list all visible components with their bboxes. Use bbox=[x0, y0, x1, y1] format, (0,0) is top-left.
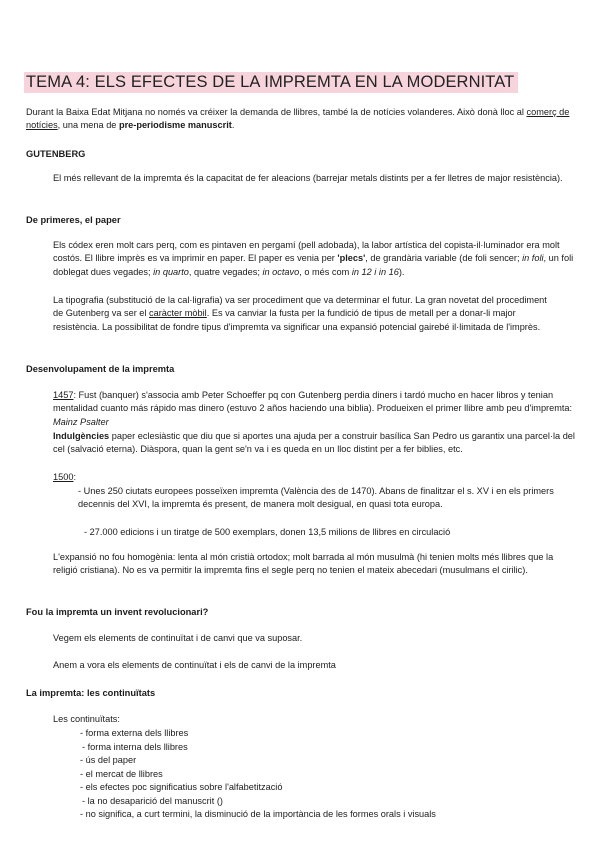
comerc-noticies-link[interactable]: comerç de notícies bbox=[26, 107, 570, 131]
plecs-term: 'plecs' bbox=[337, 253, 366, 264]
expansion-paragraph: L'expansió no fou homogènia: lenta al món cristià ortodox; molt barrada al món musulmà (hi tenien molts més llibres que la religió cristiana). No es va permitir la impremta fins el segle perq no tenien el mateix abecedari (musulmans el cirilic). bbox=[53, 552, 554, 576]
intro-text-3: . bbox=[231, 120, 235, 131]
revolution-heading: Fou la impremta un invent revolucionari? bbox=[26, 607, 209, 617]
paper-heading: De primeres, el paper bbox=[26, 215, 121, 225]
continuities-label: Les continuïtats: bbox=[53, 714, 120, 724]
gutenberg-heading: GUTENBERG bbox=[26, 149, 86, 159]
intro-paragraph bbox=[26, 106, 574, 133]
intro-bold: pre-periodisme manuscrit bbox=[118, 120, 232, 131]
list-item: - forma externa dels llibres bbox=[80, 728, 189, 738]
intro-text: Durant la Baixa Edat Mitjana no només va créixer la demanda de llibres, també la de notícies volanderes. Això donà lloc al bbox=[26, 107, 527, 117]
list-item: - ús del paper bbox=[80, 755, 137, 765]
gutenberg-paragraph: El més rellevant de la impremta és la capacitat de fer aleacions (barrejar metals distints per a fer lletres de major resistència). bbox=[53, 173, 563, 183]
year-1500: 1500 bbox=[53, 472, 74, 482]
development-heading: Desenvolupament de la impremta bbox=[26, 364, 175, 374]
continuities-heading: La impremta: les continuïtats bbox=[26, 688, 156, 698]
year-1457-paragraph: 1457: Fust (banquer) s'associa amb Peter Schoeffer pq con Gutenberg perdia diners i tardó mucho en hacer libros y tenian mentalidad cuanto más rápido mas dinero (estuvo 2 años haciendo una biblia). Produeixen el primer llibre amb peu d'impremta: Mainz Psalter bbox=[53, 390, 573, 427]
list-item: - no significa, a curt termini, la disminució de la importància de les formes orals i visuals bbox=[80, 809, 436, 819]
revolution-paragraph-1: Vegem els elements de continuïtat i de canvi que va suposar. bbox=[53, 633, 303, 643]
indulgencies-paragraph: Indulgències paper eclesiàstic que diu que si aportes una ajuda per a construir basílica San Pedro us garantix una parcel·la del cel (salvació eterna). Diàspora, quan la gent se'n va i es queda en un lloc distint per a fer biblies, etc. bbox=[53, 431, 575, 455]
revolution-paragraph-2: Anem a vora els elements de continuïtat i els de canvi de la impremta bbox=[53, 660, 336, 670]
paper-paragraph-1: Els códex eren molt cars perq, com es pintaven en pergamí (pell adobada), la labor artística del copista-il·luminador era molt costós. El llibre imprès es va imprimir en paper. El paper es venia per 'plecs', de grandària variable (de foli sencer; in foli, un foli doblegat dues vegades; in quarto, quatre vegades; in octavo, o més com in 12 i in 16). bbox=[53, 240, 574, 277]
list-item: - els efectes poc significatius sobre l'alfabetització bbox=[80, 782, 283, 792]
bullet-250-ciutats: - Unes 250 ciutats europees posseïxen impremta (València des de 1470). Abans de finalitzar el s. XV i en els primers decennis del XVI, la impremta és present, de manera molt desigual, en quasi tota europa. bbox=[78, 486, 554, 510]
page-title: TEMA 4: ELS EFECTES DE LA IMPREMTA EN LA MODERNITAT bbox=[24, 72, 518, 93]
year-1457: 1457 bbox=[53, 390, 74, 400]
bullet-27000-edicions: - 27.000 edicions i un tiratge de 500 exemplars, donen 13,5 milions de llibres en circulació bbox=[84, 527, 451, 537]
year-1500-label: 1500: bbox=[53, 472, 77, 482]
list-item: - forma interna dels llibres bbox=[82, 742, 188, 752]
caracter-mobil-link[interactable]: caràcter mòbil bbox=[149, 308, 207, 319]
paper-paragraph-2: La tipografia (substitució de la cal·ligrafia) va ser procediment que va determinar el futur. La gran novetat del procediment de Gutenberg va ser el caràcter mòbil. Es va canviar la fusta per la fundició de tipus de metall per a donar-li major resistència. La possibilitat de fondre tipus d'impremta va significar una expansió potencial gairebé il·limitada de l'imprès. bbox=[53, 295, 547, 332]
intro-text-2: , una mena de bbox=[57, 120, 119, 131]
list-item: - la no desaparició del manuscrit () bbox=[82, 796, 223, 806]
list-item: - el mercat de llibres bbox=[80, 769, 163, 779]
mainz-psalter: Mainz Psalter bbox=[53, 416, 109, 427]
